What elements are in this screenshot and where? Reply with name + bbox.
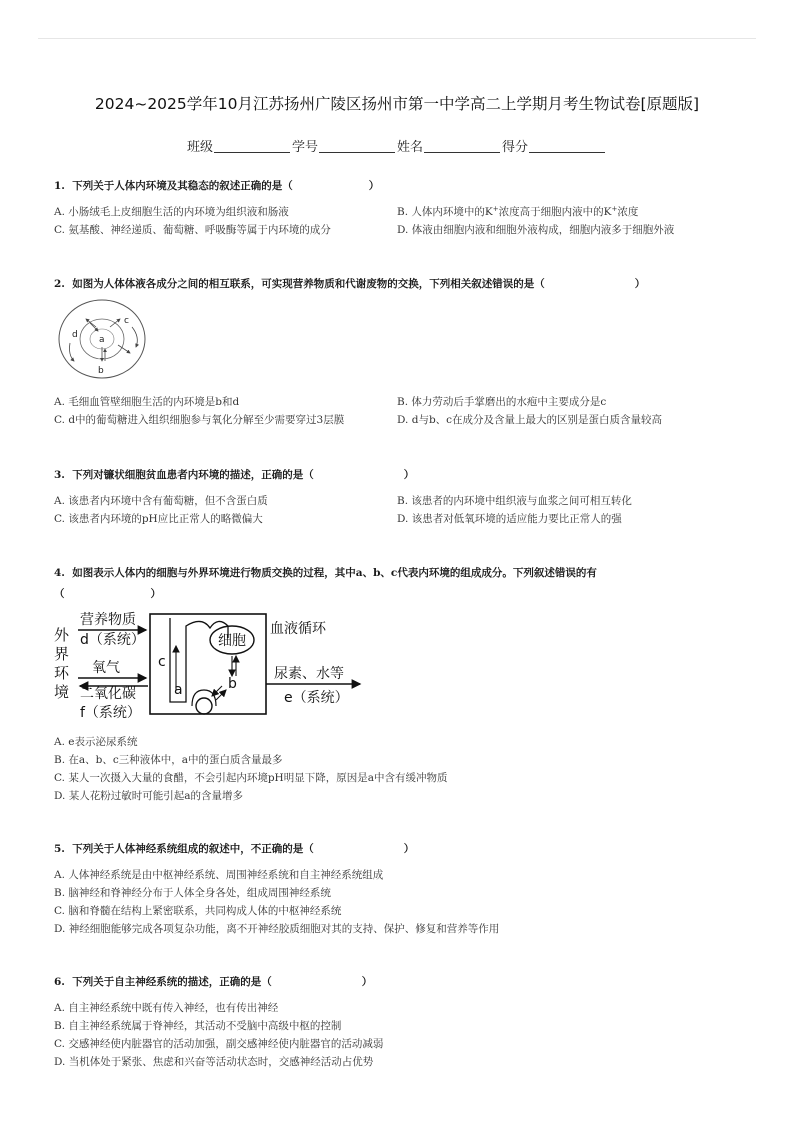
question-number: 1. (54, 180, 65, 192)
option-a: A. 小肠绒毛上皮细胞生活的内环境为组织液和肠液 (54, 206, 289, 218)
option-d: D. 神经细胞能够完成各项复杂功能，离不开神经胶质细胞对其的支持、保护、修复和营养等作用 (54, 923, 500, 935)
question-paren-close: ） (403, 469, 415, 481)
option-b: B. 人体内环境中的K+浓度高于细胞内液中的K+浓度 (397, 205, 639, 218)
question-stem (54, 466, 754, 484)
label-outer-env-4: 境 (54, 683, 70, 701)
option-c: C. 氨基酸、神经递质、葡萄糖、呼吸酶等属于内环境的成分 (54, 224, 331, 236)
option-c: C. d中的葡萄糖进入组织细胞参与氧化分解至少需要穿过3层膜 (54, 414, 345, 426)
question-paren-close: ） (403, 843, 415, 855)
label-d-system: d（系统） (80, 632, 145, 648)
label-f-system: f（系统） (80, 705, 141, 721)
option-d: D. 当机体处于紧张、焦虑和兴奋等活动状态时，交感神经活动占优势 (54, 1056, 374, 1068)
option-d: D. d与b、c在成分及含量上最大的区别是蛋白质含量较高 (397, 414, 663, 426)
label-outer-env-3: 环 (54, 664, 70, 682)
label-nutrients: 营养物质 (80, 612, 136, 628)
option-c: C. 某人一次摄入大量的食醋，不会引起内环境pH明显下降，原因是a中含有缓冲物质 (54, 772, 448, 784)
field-class-label: 班级 (186, 140, 213, 155)
option-a: A. 自主神经系统中既有传入神经，也有传出神经 (54, 1002, 279, 1014)
question-number: 4. (54, 567, 65, 579)
top-divider (38, 38, 756, 39)
question-stem (54, 275, 754, 293)
question-number: 6. (54, 976, 65, 988)
option-c: C. 脑和脊髓在结构上紧密联系，共同构成人体的中枢神经系统 (54, 905, 342, 917)
question-4-options (54, 733, 754, 805)
question-stem (54, 840, 754, 858)
option-b: B. 脑神经和脊神经分布于人体全身各处，组成周围神经系统 (54, 887, 331, 899)
question-text: 下列对镰状细胞贫血患者内环境的描述，正确的是（ (72, 469, 314, 481)
label-a: a (99, 335, 105, 345)
label-outer-env-1: 外 (54, 626, 70, 644)
option-c: C. 交感神经使内脏器官的活动加强，副交感神经使内脏器官的活动减弱 (54, 1038, 384, 1050)
field-name-label: 姓名 (397, 140, 424, 155)
question-4 (54, 564, 754, 603)
option-a: A. e表示泌尿系统 (54, 736, 138, 748)
question-text: 下列关于人体内环境及其稳态的叙述正确的是（ (72, 180, 293, 192)
question-text: 下列关于自主神经系统的描述，正确的是（ (72, 976, 272, 988)
option-b: B. 自主神经系统属于脊神经，其活动不受脑中高级中枢的控制 (54, 1020, 342, 1032)
page-title: 2024~2025学年10月江苏扬州广陵区扬州市第一中学高二上学期月考生物试卷[原题版] (94, 95, 700, 113)
option-d: D. 某人花粉过敏时可能引起a的含量增多 (54, 790, 243, 802)
question-5 (54, 840, 754, 938)
question-text: 下列关于人体神经系统组成的叙述中，不正确的是（ (72, 843, 314, 855)
option-a: A. 该患者内环境中含有葡萄糖，但不含蛋白质 (54, 495, 268, 507)
question-stem (54, 973, 754, 991)
label-d: d (72, 330, 78, 340)
question-paren-close: ） (361, 976, 373, 988)
question-1 (54, 177, 754, 239)
question-number: 2. (54, 278, 65, 290)
label-co2: 二氧化碳 (80, 686, 136, 702)
question-stem-line2: （ ） (54, 588, 161, 600)
label-b: b (228, 676, 237, 692)
question-stem (54, 564, 754, 582)
field-score-label: 得分 (502, 140, 529, 155)
option-b: B. 该患者的内环境中组织液与血浆之间可相互转化 (397, 495, 632, 507)
question-text: 如图为人体体液各成分之间的相互联系，可实现营养物质和代谢废物的交换，下列相关叙述错误的是（ (72, 278, 545, 290)
body-fluid-diagram (56, 297, 150, 381)
option-b: B. 体力劳动后手掌磨出的水疱中主要成分是c (397, 396, 607, 408)
option-d: D. 体液由细胞内液和细胞外液构成，细胞内液多于细胞外液 (397, 224, 675, 236)
label-e-system: e（系统） (284, 690, 349, 706)
question-number: 3. (54, 469, 65, 481)
question-text: 如图表示人体内的细胞与外界环境进行物质交换的过程，其中a、b、c代表内环境的组成成分。下列叙述错误的有 (72, 567, 597, 579)
question-2-options (54, 393, 754, 429)
label-cell: 细胞 (218, 633, 246, 649)
question-paren-close: ） (634, 278, 646, 290)
label-b: b (98, 366, 104, 376)
label-c: c (124, 316, 129, 326)
question-3 (54, 466, 754, 528)
field-class-blank (214, 140, 290, 153)
label-a: a (174, 682, 183, 698)
question-number: 5. (54, 843, 65, 855)
label-c: c (158, 654, 166, 670)
field-name-blank (424, 140, 500, 153)
field-score-blank (529, 140, 605, 153)
label-oxygen: 氧气 (92, 660, 120, 676)
question-6 (54, 973, 754, 1071)
option-c: C. 该患者内环境的pH应比正常人的略微偏大 (54, 513, 263, 525)
option-a: A. 毛细血管壁细胞生活的内环境是b和d (54, 396, 240, 408)
option-d: D. 该患者对低氧环境的适应能力要比正常人的强 (397, 513, 622, 525)
student-info-line (0, 136, 794, 155)
question-stem (54, 177, 754, 195)
option-a: A. 人体神经系统是由中枢神经系统、周围神经系统和自主神经系统组成 (54, 869, 384, 881)
option-b: B. 在a、b、c三种液体中，a中的蛋白质含量最多 (54, 754, 283, 766)
question-paren-close: ） (368, 180, 380, 192)
label-urea-water: 尿素、水等 (274, 666, 344, 682)
label-blood-circulation: 血液循环 (270, 621, 326, 637)
field-id-label: 学号 (291, 140, 318, 155)
field-id-blank (319, 140, 395, 153)
material-exchange-diagram (52, 606, 368, 724)
label-outer-env-2: 界 (54, 645, 70, 663)
question-2 (54, 275, 754, 293)
